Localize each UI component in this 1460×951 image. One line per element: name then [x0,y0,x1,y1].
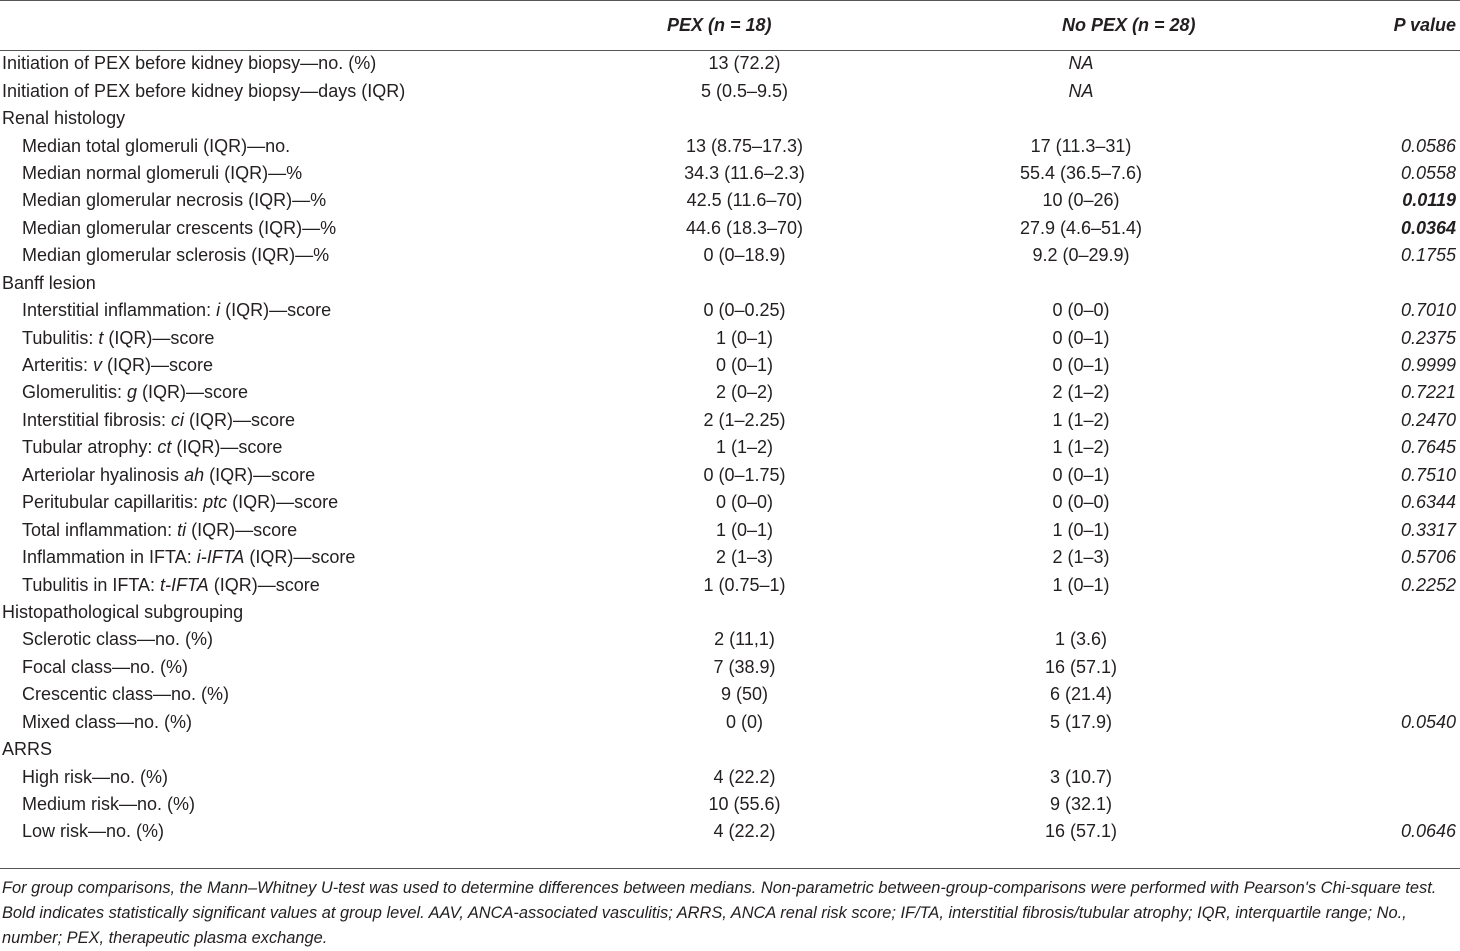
row-label-abbrev: v [93,355,103,376]
p-value [1225,791,1460,818]
pex-value: 4 (22.2) [713,821,776,842]
row-label-suffix: (IQR)—score [186,519,298,540]
no-pex-value: 0 (0–1) [1052,464,1110,485]
p-value: 0.7645 [1400,437,1456,458]
row-label: Median total glomeruli (IQR)—no. [22,135,291,156]
row-label: High risk—no. (%) [22,766,169,787]
header-pex: PEX (n = 18) [667,14,772,35]
p-value: 0.0364 [1400,217,1456,238]
row-label: Renal histology [2,108,126,129]
p-value: 0.1755 [1400,245,1456,266]
row-label-text: Interstitial inflammation: [22,300,217,321]
no-pex-value: NA [1068,53,1094,74]
pex-value: 0 (0–0) [715,492,774,513]
pex-value: 13 (8.75–17.3) [685,135,804,156]
header-row [0,0,1460,50]
p-value: 0.5706 [1400,547,1456,568]
no-pex-value: 1 (1–2) [1052,437,1110,458]
header-p-value: P value [1393,14,1456,35]
row-label: Low risk—no. (%) [22,821,165,842]
row-label-text: Tubulitis in IFTA: [22,574,161,595]
row-label-suffix: (IQR)—score [137,382,249,403]
row-label-suffix: (IQR)—score [204,464,316,485]
table-row [0,654,1460,681]
row-label: Medium risk—no. (%) [22,794,196,815]
pex-value: 44.6 (18.3–70) [685,217,804,238]
row-label: Histopathological subgrouping [2,601,244,622]
no-pex-value: 16 (57.1) [1044,656,1118,677]
row-label [0,297,552,324]
table-row [0,434,1460,461]
no-pex-value: 27.9 (4.6–51.4) [1019,217,1143,238]
row-label [0,352,552,379]
no-pex-value: 0 (0–0) [1052,492,1110,513]
p-value: 0.9999 [1400,355,1456,376]
pex-value: 9 (50) [720,684,769,705]
no-pex-value: 0 (0–0) [1052,300,1110,321]
group-header-row [0,599,1460,626]
row-label-abbrev: t-IFTA [160,574,209,595]
table-row [0,50,1460,77]
row-label [0,489,552,516]
row-label [0,379,552,406]
pex-value: 1 (0–1) [715,327,774,348]
row-label [0,544,552,571]
pex-value: 0 (0–1.75) [703,464,786,485]
row-label-text: Inflammation in IFTA: [22,547,197,568]
table-row [0,681,1460,708]
p-value: 0.7010 [1400,300,1456,321]
pex-value: 5 (0.5–9.5) [700,80,789,101]
no-pex-value: 10 (0–26) [1042,190,1120,211]
row-label: Sclerotic class—no. (%) [22,629,214,650]
row-label-text: Tubular atrophy: [22,437,158,458]
row-label-abbrev: ptc [203,492,228,513]
row-label: Focal class—no. (%) [22,656,189,677]
table-row [0,352,1460,379]
p-value [1225,105,1460,132]
group-header-row [0,270,1460,297]
table-row [0,709,1460,736]
row-label-text: Peritubular capillaritis: [22,492,204,513]
pex-value: 34.3 (11.6–2.3) [684,162,805,183]
p-value: 0.3317 [1400,519,1456,540]
row-label [0,324,552,351]
row-label [0,434,552,461]
no-pex-value: 6 (21.4) [1049,684,1113,705]
pex-value: 2 (0–2) [715,382,774,403]
p-value [1225,50,1460,77]
row-label [0,516,552,543]
no-pex-value: 1 (1–2) [1052,409,1110,430]
row-label-suffix: (IQR)—score [102,355,214,376]
table-row [0,242,1460,269]
table-row [0,818,1460,845]
no-pex-value: 0 (0–1) [1052,355,1110,376]
row-label: Initiation of PEX before kidney biopsy—no. (%) [2,53,377,74]
p-value: 0.6344 [1400,492,1456,513]
table-footnote [2,876,1458,951]
pex-value [552,105,937,132]
table-row [0,544,1460,571]
p-value: 0.0646 [1400,821,1456,842]
row-label-abbrev: i [216,300,221,321]
row-label: Initiation of PEX before kidney biopsy—days (IQR) [2,80,406,101]
row-label [0,462,552,489]
table-row [0,571,1460,598]
row-label: Median glomerular necrosis (IQR)—% [22,190,327,211]
p-value [1225,626,1460,653]
p-value: 0.0540 [1400,711,1456,732]
no-pex-value: 1 (3.6) [1054,629,1108,650]
row-label: ARRS [2,739,53,760]
table-row [0,791,1460,818]
row-label-abbrev: ci [171,409,185,430]
pex-value: 0 (0–1) [715,355,774,376]
row-label-text: Interstitial fibrosis: [22,409,172,430]
pex-value: 2 (11,1) [714,629,775,650]
table-row [0,407,1460,434]
p-value: 0.2470 [1400,409,1456,430]
row-label-abbrev: ti [177,519,187,540]
row-label-text: Arteriolar hyalinosis [22,464,185,485]
row-label-suffix: (IQR)—score [244,547,356,568]
group-header-row [0,736,1460,763]
table-row [0,77,1460,104]
table-row [0,324,1460,351]
row-label-abbrev: i-IFTA [196,547,245,568]
no-pex-value: 55.4 (36.5–7.6) [1019,162,1143,183]
pex-value: 0 (0–0.25) [703,300,786,321]
pex-value: 2 (1–3) [715,547,774,568]
row-label-text: Tubulitis: [22,327,99,348]
row-label-abbrev: ah [184,464,205,485]
row-label-abbrev: g [127,382,138,403]
row-label [0,571,552,598]
row-label-text: Glomerulitis: [22,382,128,403]
row-label [0,407,552,434]
pex-value [552,270,937,297]
pex-value: 1 (0–1) [715,519,774,540]
row-label-abbrev: t [98,327,104,348]
table-row [0,379,1460,406]
no-pex-value: NA [1068,80,1094,101]
p-value: 0.0558 [1400,162,1456,183]
no-pex-value [937,736,1225,763]
table-row [0,489,1460,516]
p-value: 0.7510 [1400,464,1456,485]
no-pex-value: 16 (57.1) [1044,821,1118,842]
pex-value: 42.5 (11.6–70) [686,190,803,211]
pex-value [552,736,937,763]
no-pex-value: 5 (17.9) [1049,711,1113,732]
row-label-suffix: (IQR)—score [208,574,320,595]
pex-value [552,599,937,626]
table-row [0,462,1460,489]
no-pex-value [937,105,1225,132]
row-label-text: Arteritis: [22,355,94,376]
pex-value: 10 (55.6) [708,794,781,815]
no-pex-value: 0 (0–1) [1052,327,1110,348]
p-value: 0.2252 [1400,574,1456,595]
row-label-suffix: (IQR)—score [227,492,339,513]
table-row [0,187,1460,214]
p-value: 0.7221 [1400,382,1456,403]
p-value [1225,599,1460,626]
pex-value: 1 (1–2) [715,437,774,458]
table-row [0,160,1460,187]
header-no-pex: No PEX (n = 28) [1062,14,1196,35]
no-pex-value [937,599,1225,626]
no-pex-value: 2 (1–2) [1052,382,1110,403]
pex-value: 1 (0.75–1) [703,574,786,595]
row-label-suffix: (IQR)—score [103,327,215,348]
p-value [1225,736,1460,763]
p-value [1225,763,1460,790]
row-label: Median glomerular crescents (IQR)—% [22,217,337,238]
pex-value: 0 (0) [725,711,763,732]
p-value [1225,270,1460,297]
row-label-suffix: (IQR)—score [220,300,332,321]
no-pex-value: 17 (11.3–31) [1030,135,1132,156]
p-value: 0.0586 [1400,135,1456,156]
row-label-suffix: (IQR)—score [184,409,296,430]
no-pex-value: 1 (0–1) [1052,519,1110,540]
table-row [0,132,1460,159]
table-row [0,516,1460,543]
pex-value: 0 (0–18.9) [703,245,786,266]
no-pex-value [937,270,1225,297]
no-pex-value: 1 (0–1) [1052,574,1110,595]
p-value: 0.0119 [1402,190,1456,211]
footnote-text: For group comparisons, the Mann–Whitney U-test was used to determine differences between medians. Non-parametric between-group-comparisons were performed with Pearson's Chi-square test. Bold indicates statistically significant values at group level. AAV, ANCA-associated vasculitis; ARRS, ANCA renal risk score; IF/TA, interstitial fibrosis/tubular atrophy; IQR, interquartile range; No., number; PEX, therapeutic plasma exchange. [2,879,1437,947]
p-value [1225,77,1460,104]
group-header-row [0,105,1460,132]
table-body [0,50,1460,846]
row-label: Banff lesion [2,272,96,293]
row-label-text: Total inflammation: [22,519,178,540]
p-value [1225,681,1460,708]
table-row [0,215,1460,242]
bottom-rule [0,868,1460,869]
row-label: Crescentic class—no. (%) [22,684,230,705]
p-value: 0.2375 [1400,327,1456,348]
pex-value: 4 (22.2) [713,766,776,787]
row-label-suffix: (IQR)—score [171,437,283,458]
row-label: Median glomerular sclerosis (IQR)—% [22,245,330,266]
no-pex-value: 9.2 (0–29.9) [1032,245,1130,266]
no-pex-value: 3 (10.7) [1049,766,1113,787]
table-row [0,626,1460,653]
pex-value: 13 (72.2) [708,53,781,74]
row-label: Median normal glomeruli (IQR)—% [22,162,303,183]
no-pex-value: 2 (1–3) [1052,547,1110,568]
p-value [1225,654,1460,681]
pex-value: 2 (1–2.25) [703,409,786,430]
no-pex-value: 9 (32.1) [1049,794,1113,815]
table-row [0,297,1460,324]
row-label-abbrev: ct [157,437,172,458]
row-label: Mixed class—no. (%) [22,711,193,732]
table-row [0,763,1460,790]
header-label-cell [0,0,552,50]
pex-value: 7 (38.9) [713,656,776,677]
